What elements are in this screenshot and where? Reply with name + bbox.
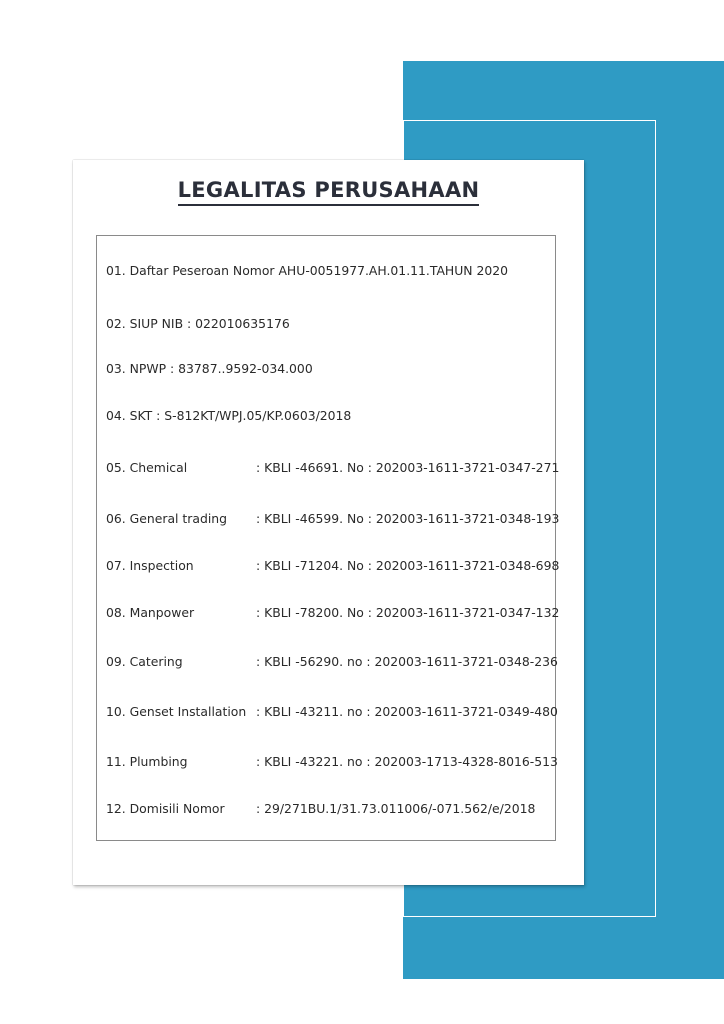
item-label: 06. General trading (106, 511, 227, 526)
list-item (106, 263, 508, 279)
item-label: 10. Genset Installation (106, 704, 247, 719)
item-value: : KBLI -78200. No : 202003-1611-3721-0347-132 (256, 605, 560, 620)
item-label: 11. Plumbing (106, 754, 188, 769)
item-label: 07. Inspection (106, 558, 194, 573)
item-label: 12. Domisili Nomor (106, 801, 225, 816)
item-label: 09. Catering (106, 654, 183, 669)
list-item (106, 361, 313, 377)
item-value: : 29/271BU.1/31.73.011006/-071.562/e/2018 (256, 801, 536, 816)
item-text: 04. SKT : S-812KT/WPJ.05/KP.0603/2018 (106, 408, 352, 423)
list-item (106, 316, 290, 332)
item-value: : KBLI -46599. No : 202003-1611-3721-0348-193 (256, 511, 560, 526)
item-label: 05. Chemical (106, 460, 188, 475)
document-page (73, 160, 584, 885)
item-text: 02. SIUP NIB : 022010635176 (106, 316, 290, 331)
page-title (73, 178, 584, 206)
item-value: : KBLI -43211. no : 202003-1611-3721-0349-480 (256, 704, 558, 719)
page-title-text: LEGALITAS PERUSAHAAN (178, 178, 480, 206)
item-text: 03. NPWP : 83787..9592-034.000 (106, 361, 313, 376)
item-text: 01. Daftar Peseroan Nomor AHU-0051977.AH.01.11.TAHUN 2020 (106, 263, 509, 278)
item-value: : KBLI -71204. No : 202003-1611-3721-0348-698 (256, 558, 560, 573)
item-value: : KBLI -46691. No : 202003-1611-3721-0347-271 (256, 460, 560, 475)
item-value: : KBLI -56290. no : 202003-1611-3721-0348-236 (256, 654, 558, 669)
list-item (106, 408, 351, 424)
item-value: : KBLI -43221. no : 202003-1713-4328-8016-513 (256, 754, 558, 769)
item-label: 08. Manpower (106, 605, 195, 620)
legal-items-box (96, 235, 560, 841)
